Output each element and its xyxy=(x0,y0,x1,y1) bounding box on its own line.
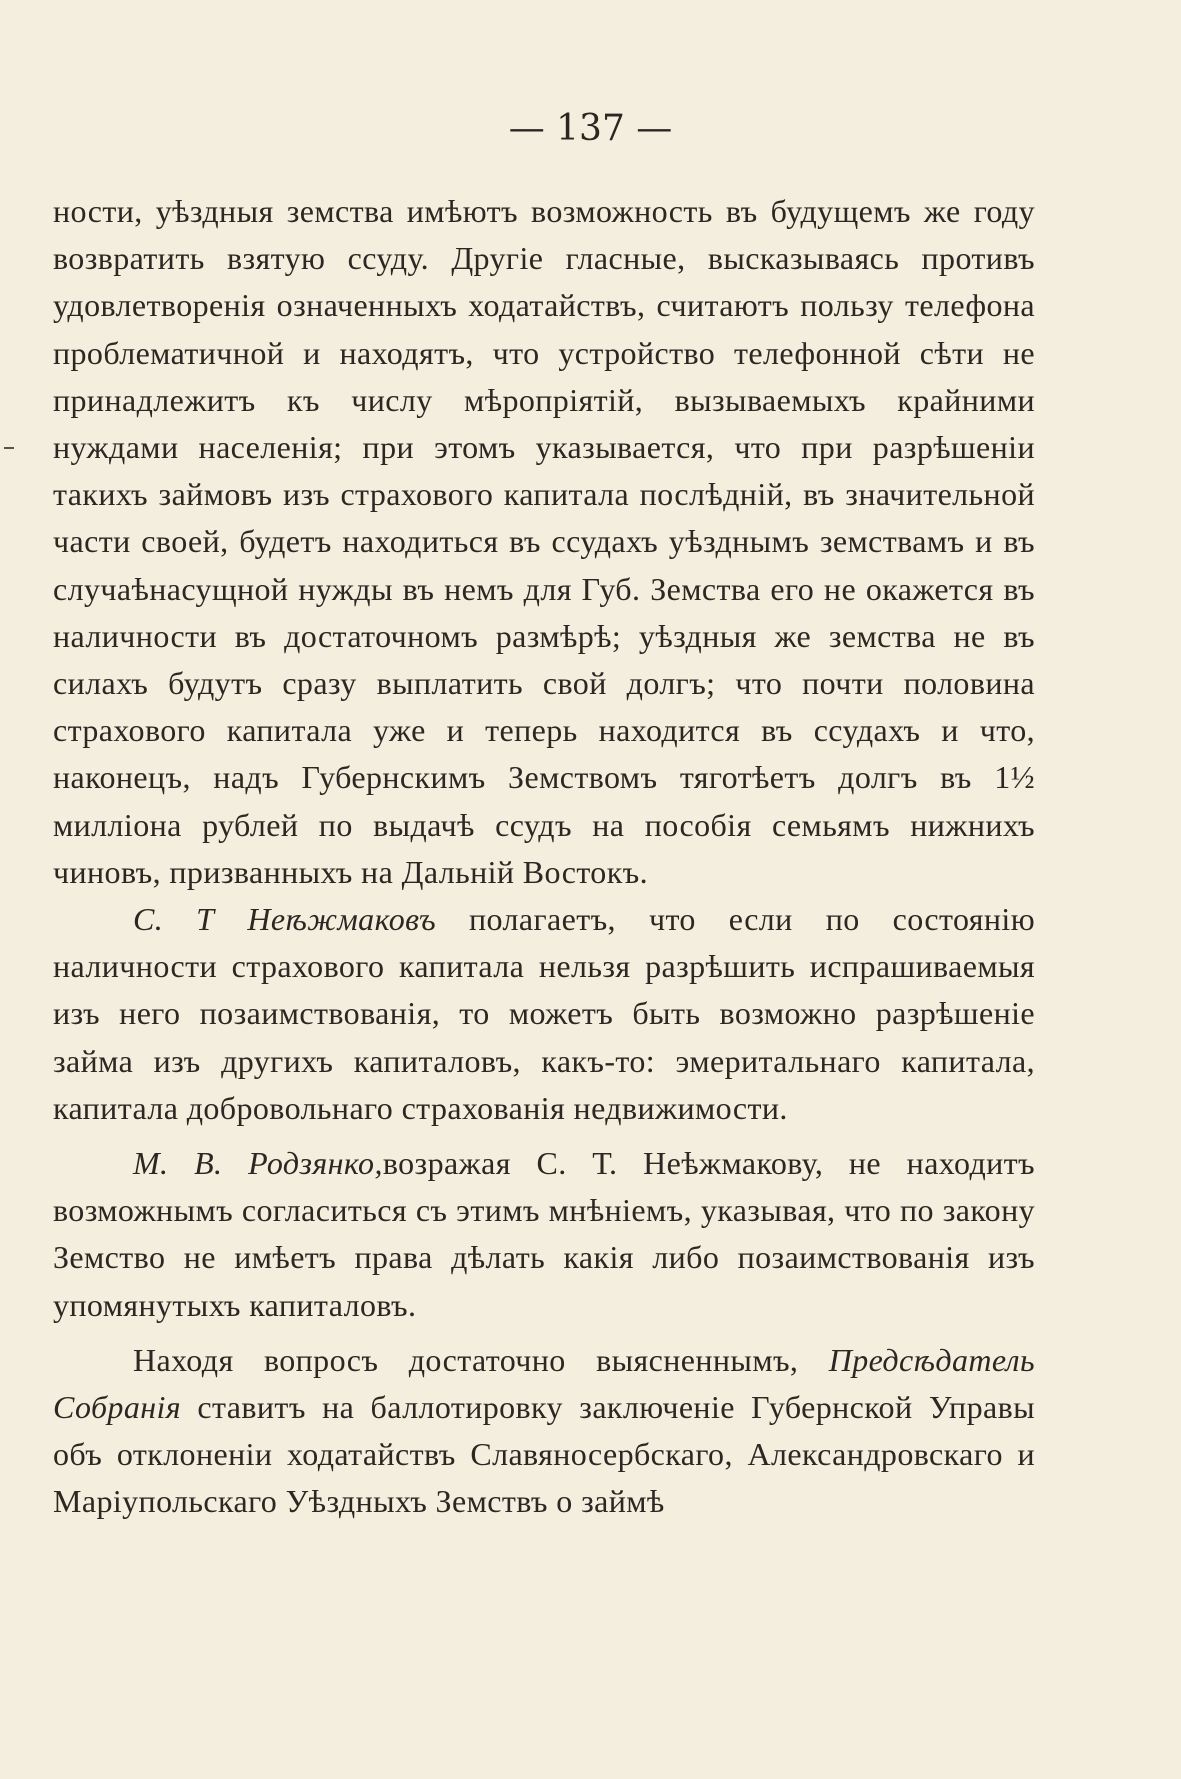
paragraph-1 xyxy=(53,188,1035,896)
paragraph-4-lead: Находя вопросъ достаточно выясненнымъ, xyxy=(133,1341,829,1378)
paragraph-3-text: возражая С. Т. Неѣжмакову, не находитъ возможнымъ согласиться съ этимъ мнѣніемъ, указывая, что по закону Земство не имѣетъ права дѣлать какія либо позаимствованія изъ упомянутыхъ капиталовъ. xyxy=(53,1145,1036,1323)
paragraph-3 xyxy=(53,1140,1035,1329)
body-text xyxy=(53,188,1035,1526)
paragraph-4-text: ставитъ на баллотировку заключеніе Губернской Управы объ отклоненіи ходатайствъ Славяносербскаго, Александровскаго и Маріупольскаго Уѣздныхъ Земствъ о займѣ xyxy=(53,1389,1035,1520)
paragraph-2 xyxy=(53,896,1035,1132)
speaker-name-nezhmakov: С. Т Неѣжмаковъ xyxy=(133,901,437,938)
paragraph-1-text: ности, уѣздныя земства имѣютъ возможность въ будущемъ же году возвратить взятую ссуду. Другіе гласные, высказываясь противъ удовлетворенія означенныхъ ходатайствъ, считаютъ пользу телефона проблематичной и находятъ, что устройство телефонной сѣти не принадлежитъ къ числу мѣропріятій, вызываемыхъ крайними нуждами населенія; при этомъ указывается, что при разрѣшеніи такихъ займовъ изъ страхового капитала послѣдній, въ значительной части своей, будетъ находиться въ ссудахъ уѣзднымъ земствамъ и въ случаѣнасущной нужды въ немъ для Губ. Земства его не окажется въ наличности въ достаточномъ размѣрѣ; уѣздныя же земства не въ силахъ будутъ сразу выплатить свой долгъ; что почти половина страхового капитала уже и теперь находится въ ссудахъ и что, наконецъ, надъ Губернскимъ Земствомъ тяготѣетъ долгъ въ 1½ милліона рублей по выдачѣ ссудъ на пособія семьямъ нижнихъ чиновъ, призванныхъ на Дальній Востокъ. xyxy=(53,193,1035,890)
paragraph-4 xyxy=(53,1337,1035,1526)
margin-mark xyxy=(4,447,14,449)
speaker-name-rodzyanko: М. В. Родзянко, xyxy=(133,1145,383,1182)
page-number: — 137 — xyxy=(508,108,673,149)
speaker-name-chairman: Предсѣдатель Собранія xyxy=(53,1341,1035,1426)
paragraph-2-text: полагаетъ, что если по состоянію наличности страхового капитала нельзя разрѣшить испрашиваемыя изъ него позаимствованія, то можетъ быть возможно разрѣшеніе займа изъ другихъ капиталовъ, какъ-то: эмеритальнаго капитала, капитала добровольнаго страхованія недвижимости. xyxy=(53,901,1036,1126)
